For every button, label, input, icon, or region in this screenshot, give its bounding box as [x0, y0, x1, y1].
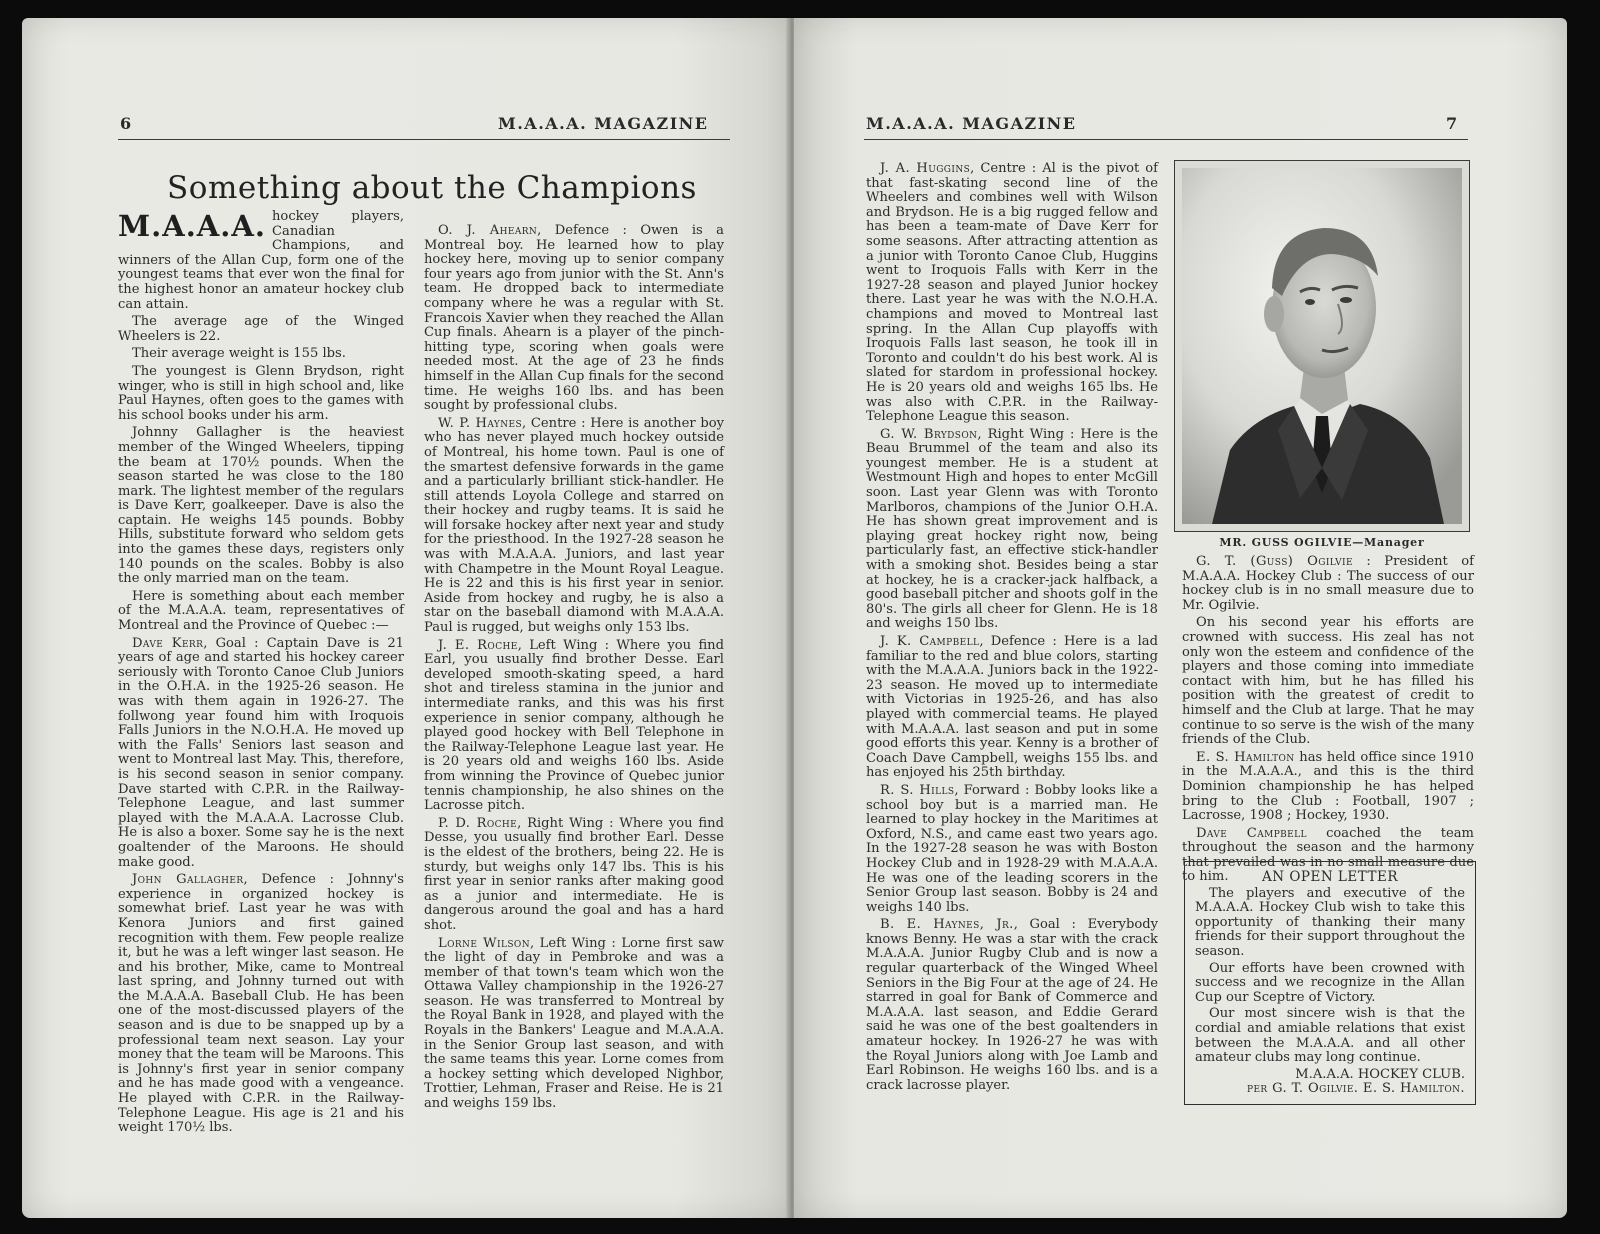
magazine-spread	[22, 18, 1567, 1218]
player-entry	[424, 639, 724, 814]
paragraph: Johnny Gallagher is the heaviest member of the Winged Wheelers, tipping the beam at 170½ pounds. When the season started he was close to the 180 mark. The lightest member of the regulars is Dave Kerr, goalkeeper. Dave is also the captain. He weighs 145 pounds. Bobby Hills, substitute forward who seldom gets into the games these days, registers only 140 pounds on the scales. Bobby is also the only married man on the team.	[118, 425, 404, 587]
header-rule	[864, 139, 1468, 140]
letter-paragraph: The players and executive of the M.A.A.A. Hockey Club wish to take this opportunity of thanking their many friends for their support throughout the season.	[1195, 885, 1465, 959]
player-role: , Defence :	[537, 223, 627, 238]
player-entry	[866, 428, 1158, 632]
player-entry	[866, 784, 1158, 915]
paragraph	[1182, 751, 1474, 824]
player-name: W. P. Haynes	[438, 415, 523, 431]
player-name: O. J. Ahearn	[438, 223, 538, 238]
running-head: M.A.A.A. MAGAZINE	[498, 114, 709, 133]
player-entry	[424, 417, 724, 636]
letter-paragraph: Our efforts have been crowned with success and we recognize in the Allan Cup our Sceptre of Victory.	[1195, 960, 1465, 1005]
player-entry	[118, 873, 404, 1136]
article-headline: Something about the Champions	[167, 170, 697, 206]
person-name: Dave Campbell	[1196, 825, 1307, 841]
player-entry	[866, 918, 1158, 1093]
open-letter-box	[1184, 861, 1476, 1105]
manager-photo-frame	[1174, 160, 1470, 532]
person-name: E. S. Hamilton	[1196, 749, 1295, 765]
paragraph-text: has held office since 1910 in the M.A.A.A., and this is the third Dominion championship he has helped bring to the Club : Football, 1907 ; Lacrosse, 1908 ; Hockey, 1930.	[1182, 749, 1474, 824]
player-entry	[424, 817, 724, 934]
player-role: , Left Wing :	[517, 637, 610, 653]
player-text: Bobby looks like a school boy but is a married man. He learned to play hockey in the Maritimes at Oxford, N.S., and came east two years ago. In the 1927-28 season he was with Boston Hockey Club and in 1928-29 with M.A.A.A. He was one of the leading scorers in the Senior Group last season. Bobby is 24 and weighs 140 lbs.	[866, 782, 1158, 915]
player-name: J. A. Huggins	[880, 161, 971, 176]
paragraph-text: coached the team throughout the season and the harmony that prevailed was in no small measure due to him.	[1182, 825, 1474, 885]
player-text: Al is the pivot of that fast-skating second line of the Wheelers and combines well with Wilson and Brydson. He is a big rugged fellow and has been a team-mate of Dave Kerr for some seasons. After attracting attention as a junior with Toronto Canoe Club, Huggins went to Iroquois Falls with Kerr in the 1927-28 season and played Junior hockey there. Last year he was with the N.O.H.A. champions and moved to Montreal last spring. In the Allan Cup playoffs with Iroquois Falls last season, he took ill in Toronto and couldn't do his best work. Al is slated for stardom in professional hockey. He is 20 years old and weighs 165 lbs. He was also with C.P.R. in the Railway-Telephone League this season.	[866, 161, 1158, 425]
player-text: Lorne first saw the light of day in Pembroke and was a member of that town's team which won the Ottawa Valley championship in the 1926-27 season. He was transferred to Montreal by the Royal Bank in 1928, and played with the Royals in the Bankers' League and M.A.A.A. in the Senior Group last season, and with the same teams this year. Lorne comes from a hockey setting which developed Nighbor, Trottier, Lehman, Fraser and Reise. He is 21 and weighs 159 lbs.	[424, 935, 725, 1112]
paragraph	[1182, 555, 1474, 613]
player-text: Where you find Earl, you usually find brother Desse. Earl developed smooth-skating speed, a hard shot and tireless stamina in the junior and intermediate ranks, and this was his first experience in senior company, although he played good hockey with Bell Telephone in the Railway-Telephone League last year. He is 20 years old and weighs 160 lbs. Aside from winning the Province of Quebec junior tennis championship, he also shines on the Lacrosse pitch.	[424, 637, 724, 814]
player-text: Here is a lad familiar to the red and blue colors, starting with the M.A.A.A. Juniors back in the 1922-23 season. He moved up to intermediate with Victorias in 1925-26, and has also played with commercial teams. He played with M.A.A.A. last season and put in some good efforts this year. Kenny is a brother of Coach Dave Campbell, weighs 155 lbs. and has enjoyed his 25th birthday.	[866, 634, 1158, 781]
player-role: , Goal :	[1013, 917, 1076, 933]
person-name: G. T. (Guss) Ogilvie	[1196, 554, 1353, 569]
player-role: , Centre :	[522, 415, 586, 431]
player-name: R. S. Hills	[880, 782, 955, 798]
open-letter-title: AN OPEN LETTER	[1261, 869, 1399, 885]
manager-portrait-photo	[1182, 168, 1462, 524]
player-role: , Centre :	[970, 161, 1037, 176]
letter-signature-club: M.A.A.A. HOCKEY CLUB.	[1295, 1066, 1465, 1082]
player-text: Johnny's experience in organized hockey is somewhat brief. Last year he was with Kenora Juniors and first gained recognition with them. Few people realize it, but he was a left winger last season. He and his brother, Mike, came to Montreal last spring, and Johnny turned out with the M.A.A.A. Baseball Club. He has been one of the most-discussed players of the season and is due to be snapped up by a professional team next season. Lay your money that the team will be Maroons. This is Johnny's first year in senior company and he has made good with a vengeance. He played with C.P.R. in the Railway-Telephone League. His age is 21 and his weight 170½ lbs.	[118, 872, 404, 1136]
paragraph: The youngest is Glenn Brydson, right winger, who is still in high school and, like Paul Haynes, often goes to the games with his school books under his arm.	[118, 363, 404, 423]
left-column-2	[424, 224, 724, 1115]
player-text: Everybody knows Benny. He was a star with the crack M.A.A.A. Junior Rugby Club and is now a regular quarterback of the Winged Wheel Seniors in the Big Four at the age of 24. He starred in goal for Bank of Commerce and M.A.A.A. last season, and Eddie Gerard said he was one of the best goaltenders in amateur hockey. In 1926-27 he was with the Royal Juniors along with Joe Lamb and Earl Robinson. He weighs 160 lbs. and is a crack lacrosse player.	[866, 917, 1158, 1093]
player-name: J. E. Roche	[438, 637, 518, 653]
page-number: 6	[120, 114, 133, 133]
running-head: M.A.A.A. MAGAZINE	[866, 114, 1077, 133]
paragraph: Here is something about each member of the M.A.A.A. team, representatives of Montreal and the Province of Quebec :—	[118, 588, 404, 634]
right-column-2	[1182, 555, 1474, 888]
player-text: Here is the Beau Brummel of the team and also its youngest member. He is a student at Westmount High and hopes to enter McGill soon. Last year Glenn was with Toronto Marlboros, champions of the Junior O.H.A. He has shown great improvement and is playing great hockey right now, being particularly fast, an effective stick-handler with a smoking shot. Besides being a star at hockey, he is a cracker-jack halfback, a good baseball pitcher and shoots golf in the 80's. The girls all cheer for Glenn. He is 18 and weighs 150 lbs.	[866, 426, 1158, 632]
right-page	[794, 18, 1567, 1218]
photo-caption: MR. GUSS OGILVIE—Manager	[1219, 536, 1425, 549]
page-number: 7	[1446, 114, 1459, 133]
player-name: P. D. Roche	[438, 815, 518, 831]
player-role: , Left Wing :	[530, 935, 616, 951]
player-entry	[118, 637, 404, 871]
player-name: Lorne Wilson	[438, 935, 530, 951]
lead-text: hockey players, Canadian Champions, and winners of the Allan Cup, form one of the youngest teams that ever won the final for the highest honor an amateur hockey club can attain.	[118, 209, 404, 312]
paragraph: Their average weight is 155 lbs.	[132, 346, 346, 362]
player-role: , Goal :	[203, 635, 259, 651]
player-role: , Defence :	[979, 634, 1057, 649]
player-name: G. W. Brydson	[880, 426, 978, 442]
player-text: Where you find Desse, you usually find brother Earl. Desse is the eldest of the brothers, being 22. He is sturdy, but weighs only 147 lbs. This is his first year in senior ranks after making good as a junior and intermediate. He is dangerous around the goal and has a hard shot.	[424, 815, 724, 933]
player-name: John Gallagher	[132, 872, 244, 888]
player-text: Captain Dave is 21 years of age and started his hockey career seriously with Toronto Canoe Club Juniors in the O.H.A. in the 1925-26 season. He was with them again in 1926-27. The follwong year found him with Iroquois Falls Juniors in the N.O.H.A. He moved up with the Falls' Seniors last season and went to Montreal last May. This, therefore, is his second season in senior company. Dave started with C.P.R. in the Railway-Telephone League, and last summer played with the M.A.A.A. Lacrosse Club. He is also a boxer. Some say he is the next goaltender of the Maroons. He should make good.	[118, 635, 404, 870]
player-role: , Right Wing :	[517, 815, 614, 831]
player-entry	[866, 635, 1158, 781]
header-rule	[118, 139, 730, 140]
player-role: , Forward :	[954, 782, 1030, 798]
lead-paragraph	[118, 210, 404, 312]
paragraph	[1182, 616, 1474, 747]
player-name: Dave Kerr	[132, 635, 204, 651]
paragraph-text: President of M.A.A.A. Hockey Club : The success of our hockey club is in no small measure due to Mr. Ogilvie.	[1182, 554, 1475, 613]
player-entry	[424, 937, 724, 1112]
paragraph: The average age of the Winged Wheelers is 22.	[118, 314, 404, 344]
player-entry	[424, 224, 724, 414]
player-name: J. K. Campbell	[880, 634, 980, 649]
paragraph-text: On his second year his efforts are crowned with success. His zeal has not only won the esteem and confidence of the players and those coming into immediate contact with him, but he has filled his position with the greatest of credit to himself and the Club at large. That he may continue to so serve is the wish of the many friends of the Club.	[1182, 615, 1474, 748]
player-text: Here is another boy who has never played much hockey outside of Montreal, his home town. Paul is one of the smartest defensive forwards in the game and a particularly brilliant stick-handler. He still attends Loyola College and starred on their hockey and rugby teams. It is said he will forsake hockey after next year and study for the priesthood. In the 1927-28 season he was with M.A.A.A. Juniors, and last year with Champetre in the Mount Royal League. He is 22 and this is his first year in senior. Aside from hockey and rugby, he is also a star on the baseball diamond with M.A.A.A. Paul is rugged, but weighs only 153 lbs.	[424, 415, 724, 636]
right-column-1	[866, 162, 1158, 1096]
player-role: , Right Wing :	[977, 426, 1075, 442]
player-entry	[866, 162, 1158, 425]
player-name: B. E. Haynes, Jr.	[880, 917, 1014, 933]
letter-paragraph: Our most sincere wish is that the cordial and amiable relations that exist between the M.A.A.A. and all other amateur clubs may long continue.	[1195, 1006, 1465, 1066]
player-text: Owen is a Montreal boy. He learned how to play hockey here, moving up to senior company four years ago from junior with the St. Ann's team. He dropped back to intermediate company where he was a regular with St. Francois Xavier when they reached the Allan Cup finals. Ahearn is a player of the pinch-hitting type, scoring when goals were needed most. At the age of 23 he finds himself in the Allan Cup finals for the second time. He weighs 160 lbs. and has been sought by professional clubs.	[424, 223, 724, 414]
portrait-illustration	[1182, 168, 1462, 524]
left-page	[22, 18, 790, 1218]
person-role: :	[1352, 554, 1371, 569]
left-column-1	[118, 210, 404, 1139]
lead-initial: M.A.A.A.	[118, 209, 266, 243]
letter-signature-names: per G. T. Ogilvie. E. S. Hamilton.	[1246, 1081, 1465, 1097]
player-role: , Defence :	[243, 872, 335, 888]
